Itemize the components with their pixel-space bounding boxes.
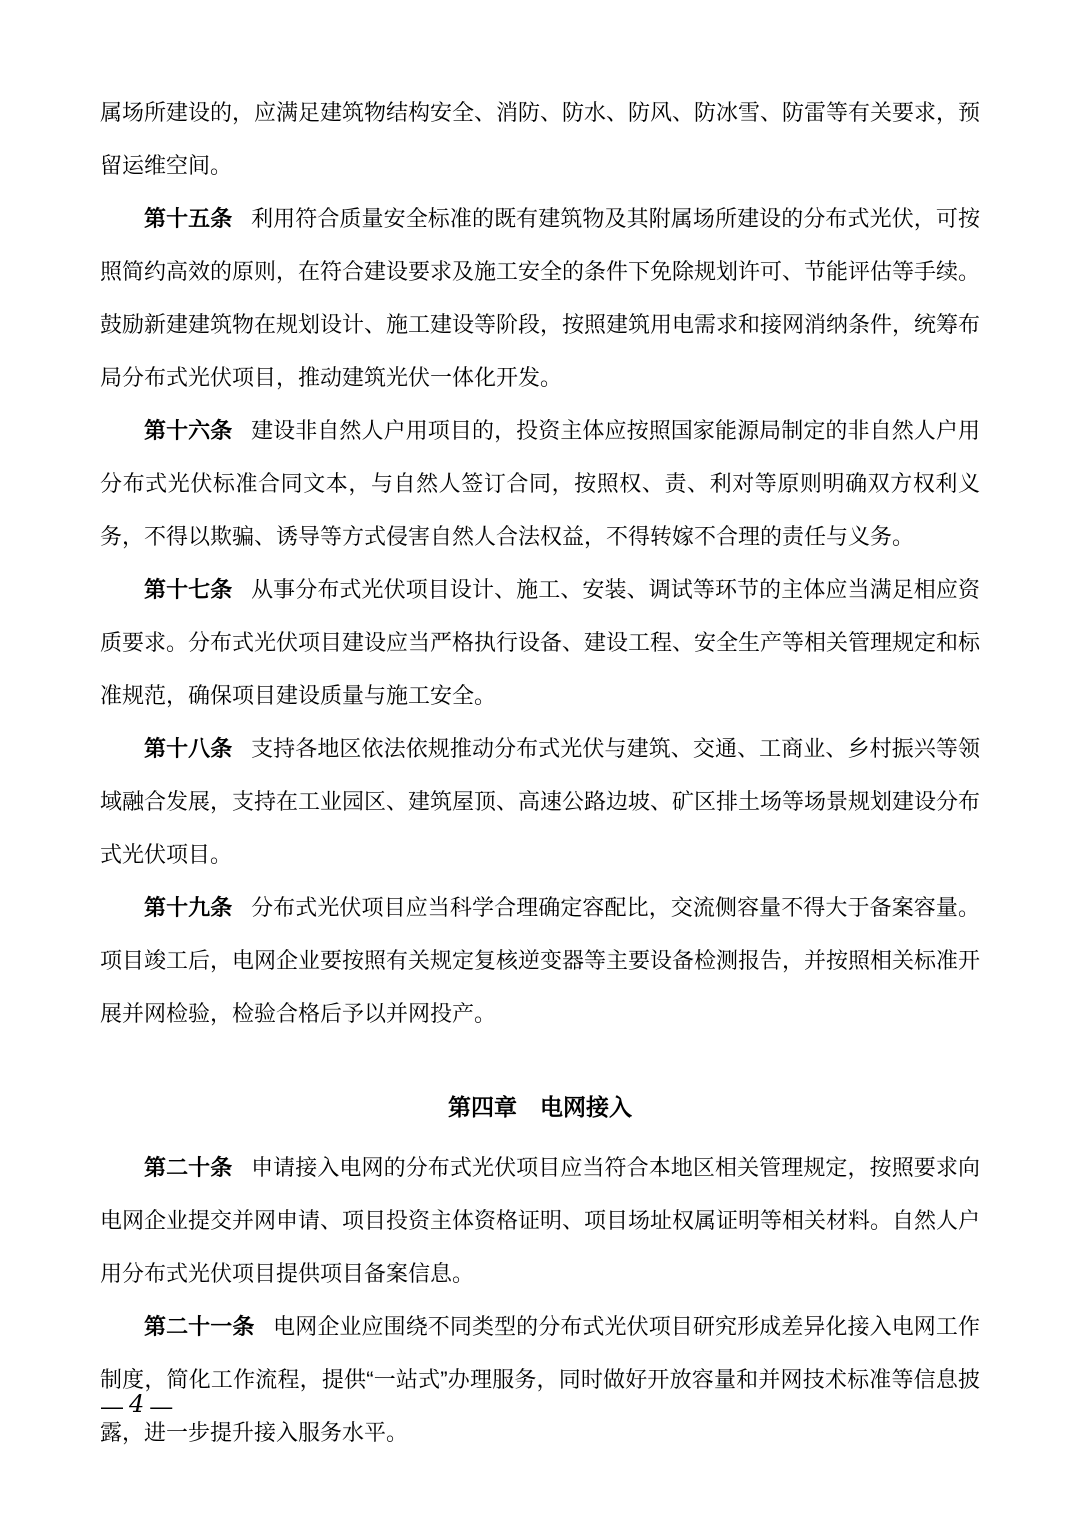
page-number: 4 (129, 1390, 145, 1418)
footer-dash-right: — (150, 1394, 173, 1419)
article-number: 第十九条 (144, 895, 233, 920)
article-paragraph (100, 563, 980, 722)
article-paragraph (100, 722, 980, 881)
paragraph-text: 从事分布式光伏项目设计、施工、安装、调试等环节的主体应当满足相应资质要求。分布式光伏项目建设应当严格执行设备、建设工程、安全生产等相关管理规定和标准规范，确保项目建设质量与施工安全。 (100, 577, 981, 708)
chapter-heading (100, 1081, 980, 1134)
article-number: 第二十一条 (144, 1314, 255, 1339)
article-paragraph (100, 404, 980, 563)
chapter-heading-text: 第四章 电网接入 (448, 1094, 632, 1120)
paragraph-text: 属场所建设的，应满足建筑物结构安全、消防、防水、防风、防冰雪、防雷等有关要求，预留运维空间。 (100, 100, 981, 178)
article-number: 第十五条 (144, 206, 233, 231)
article-number: 第二十条 (144, 1155, 233, 1180)
paragraph-text: 利用符合质量安全标准的既有建筑物及其附属场所建设的分布式光伏，可按照简约高效的原则，在符合建设要求及施工安全的条件下免除规划许可、节能评估等手续。鼓励新建建筑物在规划设计、施工建设等阶段，按照建筑用电需求和接网消纳条件，统筹布局分布式光伏项目，推动建筑光伏一体化开发。 (100, 206, 981, 390)
article-number: 第十八条 (144, 736, 233, 761)
page-footer (101, 1390, 173, 1420)
article-number: 第十七条 (144, 577, 233, 602)
paragraph-text: 电网企业应围绕不同类型的分布式光伏项目研究形成差异化接入电网工作制度，简化工作流程，提供“一站式”办理服务，同时做好开放容量和并网技术标准等信息披露，进一步提升接入服务水平。 (100, 1314, 980, 1445)
article-paragraph (100, 192, 980, 404)
article-paragraph (100, 1141, 980, 1300)
document-content (100, 86, 980, 1459)
paragraph-text: 支持各地区依法依规推动分布式光伏与建筑、交通、工商业、乡村振兴等领域融合发展，支持在工业园区、建筑屋顶、高速公路边坡、矿区排土场等场景规划建设分布式光伏项目。 (100, 736, 981, 867)
paragraph-text: 分布式光伏项目应当科学合理确定容配比，交流侧容量不得大于备案容量。项目竣工后，电网企业要按照有关规定复核逆变器等主要设备检测报告，并按照相关标准开展并网检验，检验合格后予以并网投产。 (100, 895, 981, 1026)
footer-dash-left: — (101, 1394, 123, 1419)
article-paragraph (100, 1300, 980, 1459)
article-paragraph (100, 881, 980, 1040)
paragraph-text: 建设非自然人户用项目的，投资主体应按照国家能源局制定的非自然人户用分布式光伏标准合同文本，与自然人签订合同，按照权、责、利对等原则明确双方权利义务，不得以欺骗、诱导等方式侵害自然人合法权益，不得转嫁不合理的责任与义务。 (100, 418, 980, 549)
article-number: 第十六条 (144, 418, 233, 443)
paragraph-text: 申请接入电网的分布式光伏项目应当符合本地区相关管理规定，按照要求向电网企业提交并网申请、项目投资主体资格证明、项目场址权属证明等相关材料。自然人户用分布式光伏项目提供项目备案信息。 (100, 1155, 981, 1286)
body-paragraph (100, 86, 980, 192)
